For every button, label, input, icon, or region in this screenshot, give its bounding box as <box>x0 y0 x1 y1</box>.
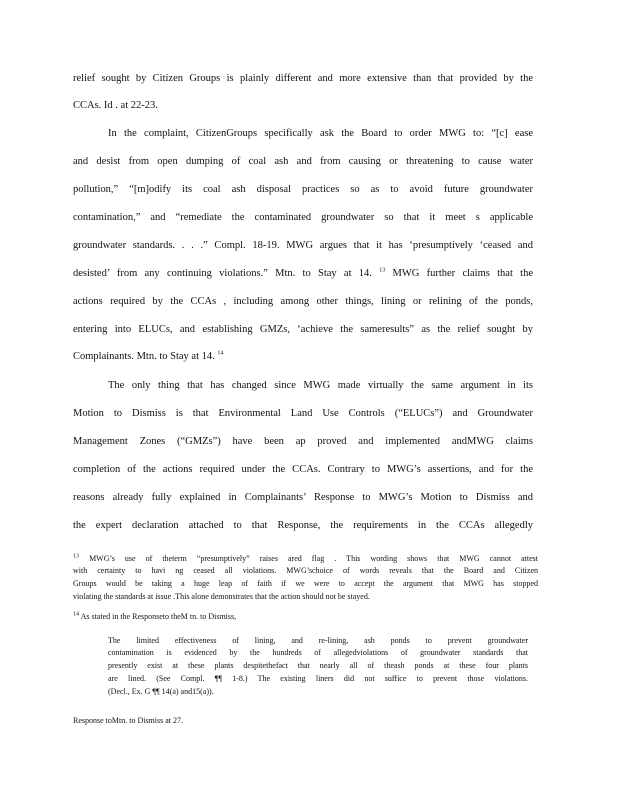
footnote-ref-13: 13 <box>379 267 386 274</box>
body-line: relief sought by Citizen Groups is plainly different and more extensive than that provided by the <box>73 73 533 84</box>
footnote-13-number: 13 <box>73 553 79 560</box>
body-line: reasons already fully explained in Complainants’ Response to MWG’s Motion to Dismiss and <box>73 492 533 503</box>
body-line: groundwater standards. . . .” Compl. 18-19. MWG argues that it has ‘presumptively ‘ceased and <box>73 240 533 251</box>
body-line: pollution,” “[m]odify its coal ash disposal practices so as to avoid future groundwater <box>73 184 533 195</box>
body-line <box>73 350 533 363</box>
footnote-14-citation: Response toMtn. to Dismiss at 27. <box>73 716 184 725</box>
body-line: In the complaint, CitizenGroups specifically ask the Board to order MWG to: “[c] ease <box>108 128 533 139</box>
footnote-13-line: violating the standards at issue .This alone demonstrates that the action should not be stayed. <box>73 592 370 601</box>
citation-text: CCAs. Id . at 22-23. <box>73 100 158 111</box>
body-line: completion of the actions required under the CCAs. Contrary to MWG’s assertions, and for the <box>73 464 533 475</box>
footnote-13-line: with certainty to havi ng ceased all violations. MWG’schoice of words reveals that the Board and Citizen <box>73 566 538 575</box>
body-line-text: MWG further claims that the <box>392 268 533 279</box>
footnote-14-quote-line: The limited effectiveness of lining, and re-lining, ash ponds to prevent groundwater <box>108 636 528 645</box>
body-line <box>73 99 533 112</box>
body-line: entering into ELUCs, and establishing GMZs, ‘achieve the sameresults” as the relief sought by <box>73 324 533 335</box>
body-line: and desist from open dumping of coal ash and from causing or threatening to cause water <box>73 156 533 167</box>
footnote-14-number: 14 <box>73 611 79 618</box>
footnote-14-line <box>73 612 538 622</box>
body-line: Motion to Dismiss is that Environmental Land Use Controls (“ELUCs”) and Groundwater <box>73 408 533 419</box>
footnote-13-line <box>73 554 538 564</box>
footnote-ref-14: 14 <box>217 350 224 357</box>
footnote-14-quote-line: are lined. (See Compl. ¶¶ 1-8.) The existing liners did not suffice to prevent those violations. <box>108 674 528 683</box>
body-line: Management Zones (“GMZs”) have been ap proved and implemented andMWG claims <box>73 436 533 447</box>
footnote-13-line: Groups would be taking a huge leap of faith if we were to accept the argument that MWG has stopped <box>73 579 538 588</box>
body-line-text: Complainants. Mtn. to Stay at 14. <box>73 351 215 362</box>
footnote-14-quote-line: presently exist at these plants despitethefact that nearly all of theash ponds at these four plants <box>108 661 528 670</box>
footnote-text: As stated in the Responseto theM tn. to Dismiss, <box>80 612 237 621</box>
body-line: actions required by the CCAs , including among other things, lining or relining of the ponds, <box>73 296 533 307</box>
body-line: the expert declaration attached to that Response, the requirements in the CCAs allegedly <box>73 520 533 531</box>
body-line: contamination,” and “remediate the contaminated groundwater so that it meet s applicable <box>73 212 533 223</box>
body-line: The only thing that has changed since MWG made virtually the same argument in its <box>108 380 533 391</box>
footnote-text: MWG’s use of theterm “presumptively” raises ared flag . This wording shows that MWG cannot attest <box>89 554 539 563</box>
footnote-14-quote-line: (Decl., Ex. G ¶¶ 14(a) and15(a)). <box>108 687 214 696</box>
body-line <box>73 267 533 280</box>
footnote-14-quote-line: contamination is evidenced by the hundreds of allegedviolations of groundwater standards that <box>108 648 528 657</box>
body-line-text: desisted’ from any continuing violations.” Mtn. to Stay at 14. <box>73 268 372 279</box>
